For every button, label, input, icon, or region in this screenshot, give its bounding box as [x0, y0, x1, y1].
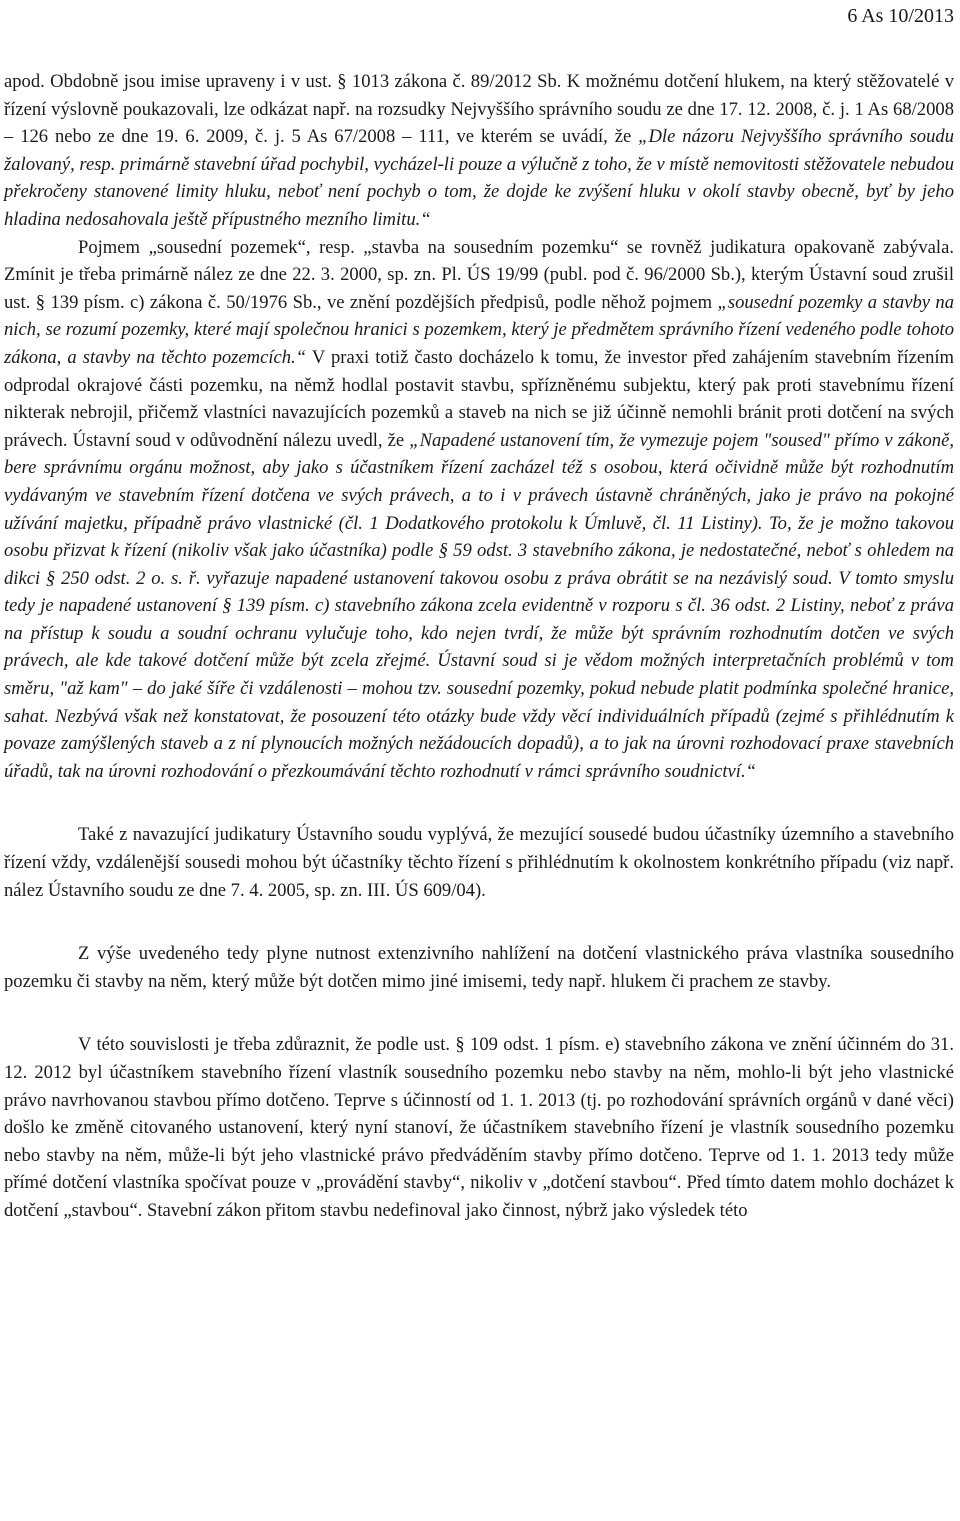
text-run: Pojmem „sousední pozemek“, resp. „stavba na sousedním pozemku“ se rovněž judikatura opakovaně zabývala. Zmínit je třeba primárně nález ze dne 22. 3. 2000, sp. zn. Pl. ÚS 19/99 (publ. pod č. 96/2000 Sb.), kterým Ústavní soud zrušil ust. § 139 písm. c) zákona č. 50/1976 Sb., ve znění pozdějších předpisů, podle něhož pojmem [4, 236, 954, 313]
quote-run: „Napadené ustanovení tím, že vymezuje pojem "soused" přímo v zákoně, bere správnímu orgánu možnost, aby jako s účastníkem řízení zacházel též s osobou, která očividně může být rozhodnutím vydávaným ve stavebním řízení dotčena ve svých právech, a to i v právech ústavně chráněných, jako je právo na pokojné užívání majetku, případně právo vlastnické (čl. 1 Dodatkového protokolu k Úmluvě, čl. 11 Listiny). To, že je možno takovou osobu přizvat k řízení (nikoliv však jako účastníka) podle § 59 odst. 3 stavebního zákona, je nedostatečné, neboť s ohledem na dikci § 250 odst. 2 o. s. ř. vyřazuje napadené ustanovení takovou osobu z práva obrátit se na nezávislý soud. V tomto smyslu tedy je napadené ustanovení § 139 písm. c) stavebního zákona zcela evidentně v rozporu s čl. 36 odst. 2 Listiny, neboť z práva na přístup k soudu a soudní ochranu vylučuje toho, kdo nejen tvrdí, že může být správním rozhodnutím dotčen ve svých právech, ale kde takové dotčení může být zcela zřejmé. Ústavní soud si je vědom možných interpretačních problémů v tom směru, "až kam" – do jaké šíře či vzdálenosti – mohou tzv. sousední pozemky, pokud nebude platit podmínka společné hranice, sahat. Nezbývá však než konstatovat, že posouzení této otázky bude vždy věcí individuálních případů (zejmé s přihlédnutím k povaze zamýšlených staveb a z ní plynoucích možných nežádoucích dopadů), a to jak na úrovni rozhodovací praxe stavebních úřadů, tak na úrovni rozhodování o přezkoumávání těchto rozhodnutí v rámci správního soudnictví.“ [4, 429, 955, 782]
text-run: V této souvislosti je třeba zdůraznit, že podle ust. § 109 odst. 1 písm. e) stavebního zákona ve znění účinném do 31. 12. 2012 byl účastníkem stavebního řízení vlastník sousedního pozemku nebo stavby na něm, mohlo-li být jeho vlastnické právo navrhovanou stavbou přímo dotčeno. Teprve s účinností od 1. 1. 2013 (tj. po rozhodování správních orgánů v dané věci) došlo ke změně citovaného ustanovení, který nyní stanoví, že účastníkem stavebního řízení je vlastník sousedního pozemku nebo stavby na něm, může-li být jeho vlastnické právo předváděním stavby přímo dotčeno. Teprve od 1. 1. 2013 tedy může přímé dotčení vlastníka spočívat pouze v „provádění stavby“, nikoliv v „dotčení stavbou“. Před tímto datem mohlo docházet k dotčení „stavbou“. Stavební zákon přitom stavbu nedefinoval jako činnost, nýbrž jako výsledek této [4, 1034, 954, 1221]
document-body [4, 68, 954, 1225]
paragraph-3 [4, 821, 954, 904]
paragraph-1 [4, 68, 954, 234]
text-run: V praxi totiž často docházelo k tomu, že investor před zahájením stavebním řízením odprodal okrajové části pozemku, na němž hodlal postavit stavbu, spřízněnému subjektu, který pak proti stavebnímu řízení nikterak nebrojil, přičemž vlastníci navazujících pozemků a staveb na nich se již účinně nemohli bránit proti dotčení na svých právech. Ústavní soud v odůvodnění nálezu uvedl, že [4, 346, 954, 451]
text-run: apod. Obdobně jsou imise upraveny i v ust. § 1013 zákona č. 89/2012 Sb. K možnému dotčení hlukem, na který stěžovatelé v řízení výslovně poukazovali, lze odkázat např. na rozsudky Nejvyššího správního soudu ze dne 17. 12. 2008, č. j. 1 As 68/2008 – 126 nebo ze dne 19. 6. 2009, č. j. 5 As 67/2008 – 111, ve kterém se uvádí, že [4, 71, 954, 148]
text-run: Také z navazující judikatury Ústavního soudu vyplývá, že mezující sousedé budou účastníky územního a stavebního řízení vždy, vzdálenější sousedi mohou být účastníky těchto řízení s přihlédnutím k okolnostem konkrétního případu (viz např. nález Ústavního soudu ze dne 7. 4. 2005, sp. zn. III. ÚS 609/04). [4, 824, 954, 901]
paragraph-2 [4, 234, 954, 786]
case-reference: 6 As 10/2013 [847, 5, 954, 27]
paragraph-5 [4, 1031, 954, 1224]
text-run: Z výše uvedeného tedy plyne nutnost extenzivního nahlížení na dotčení vlastnického práva vlastníka sousedního pozemku či stavby na něm, který může být dotčen mimo jiné imisemi, tedy např. hlukem či prachem ze stavby. [4, 943, 954, 992]
quote-run: „sousední pozemky a stavby na nich, se rozumí pozemky, které mají společnou hranici s pozemkem, který je předmětem správního řízení vedeného podle tohoto zákona, a stavby na těchto pozemcích.“ [4, 291, 954, 368]
quote-run: „Dle názoru Nejvyššího správního soudu žalovaný, resp. primárně stavební úřad pochybil, vycházel-li pouze a výlučně z toho, že v místě nemovitosti stěžovatele nebudou překročeny stanovené limity hluku, neboť není pochyb o tom, že dojde ke zvýšení hluku v okolí stavby obecně, byť by jeho hladina nedosahovala ještě přípustného mezního limitu.“ [4, 126, 954, 230]
paragraph-4 [4, 940, 954, 995]
